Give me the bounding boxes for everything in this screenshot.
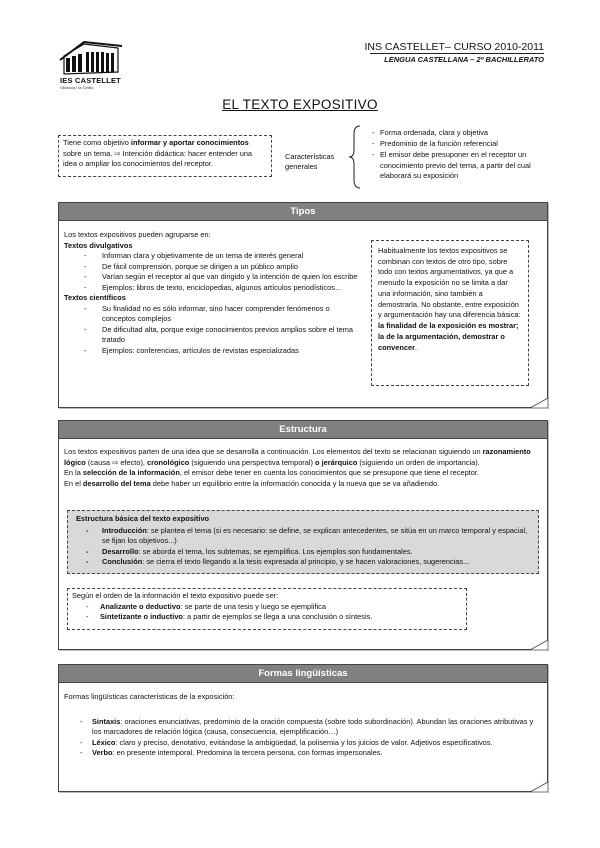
list-item: - Forma ordenada, clara y objetiva bbox=[372, 128, 547, 138]
paragraph: Los textos expositivos parten de una idea que se desarrolla a continuación. Los elementos del texto se relacionan siguiendo un razonamiento lógico (causa ⇨ efecto), cronológico (siguiendo una perspectiva temporal) o jerárquico (siguiendo un orden de importancia). bbox=[64, 447, 531, 467]
header-rule bbox=[370, 53, 544, 54]
caracteristicas-list bbox=[372, 128, 547, 182]
cientificos-title: Textos científicos bbox=[64, 293, 126, 303]
intro-text: Tiene como objetivo bbox=[63, 138, 131, 147]
formas-list bbox=[64, 717, 542, 759]
logo-text: IES CASTELLET bbox=[60, 76, 121, 85]
section-heading: Formas lingüísticas bbox=[59, 665, 547, 683]
list-item: - De dificultad alta, porque exige conocimientos previos amplios sobre el tema tratado bbox=[64, 325, 364, 346]
page-fold-icon bbox=[530, 398, 548, 408]
tipos-lead: Los textos expositivos pueden agruparse en: bbox=[64, 230, 211, 239]
list-item: - Desarrollo: se aborda el tema, los subtemas, se ejemplifica. Los ejemplos son fundamentales. bbox=[76, 547, 530, 558]
note-text: Habitualmente los textos expositivos se combinan con textos de otro tipo, sobre todo con textos argumentativos, ya que a menudo la exposición no se limita a dar una información, sino también a demostrarla. No obstante, entre exposición y argumentación hay una diferencia básica: bbox=[378, 246, 521, 320]
page-fold-icon bbox=[530, 782, 548, 792]
list-item: - Predominio de la función referencial bbox=[372, 139, 547, 149]
note-text: . bbox=[414, 342, 418, 352]
logo-subtext: Vilanova i la Geltrú bbox=[60, 85, 94, 90]
list-item: - Sintetizante o inductivo: a partir de ejemplos se llega a una conclusión o síntesis. bbox=[72, 612, 462, 623]
brace-icon bbox=[346, 124, 364, 190]
intro-text: Intención didáctica: hacer entender una idea o ampliar los conocimientos del receptor. bbox=[63, 148, 253, 169]
school-year: INS CASTELLET– CURSO 2010-2011 bbox=[364, 41, 544, 53]
section-heading: Tipos bbox=[59, 203, 547, 221]
paragraph: En el desarrollo del tema debe haber un equilibrio entre la información conocida y la nueva que se va añadiendo. bbox=[64, 478, 440, 488]
estructura-intro bbox=[64, 447, 542, 489]
tipos-content bbox=[64, 230, 364, 356]
divulgativos-list bbox=[64, 251, 364, 293]
intro-text: sobre un tema. bbox=[63, 148, 115, 158]
page-fold-icon bbox=[530, 640, 548, 650]
estructura-basica-box bbox=[67, 510, 539, 574]
caracteristicas-label: Características generales bbox=[285, 152, 335, 171]
list-item: - Varían según el receptor al que van dirigido y la intención de quien los escribe bbox=[64, 272, 364, 283]
list-item: - Su finalidad no es sólo informar, sino hacer comprender fenómenos o conceptos complejos bbox=[64, 304, 364, 325]
list-item: - Ejemplos: conferencias, artículos de revistas especializadas bbox=[64, 346, 364, 357]
page-title: EL TEXTO EXPOSITIVO bbox=[222, 97, 378, 112]
section-tipos bbox=[58, 202, 548, 408]
list-item: - Conclusión: se cierra el texto llegando a la tesis expresada al principio, y se hacen valoraciones, sugerencias... bbox=[76, 557, 530, 568]
list-item: - Verbo: en presente intemporal. Predomina la tercera persona, con formas impersonales. bbox=[64, 748, 542, 759]
list-item: - Ejemplos: libros de texto, enciclopedias, algunos artículos periodísticos… bbox=[64, 283, 364, 294]
arrow-icon: ⇨ bbox=[112, 457, 119, 467]
list-item: - Informan clara y objetivamente de un tema de interés general bbox=[64, 251, 364, 262]
tipos-note-box bbox=[371, 240, 529, 386]
formas-lead: Formas lingüísticas características de la exposición: bbox=[64, 692, 235, 701]
list-item: - Analizante o deductivo: se parte de una tesis y luego se ejemplifica bbox=[72, 602, 462, 613]
list-item: - El emisor debe presuponer en el receptor un conocimiento previo del tema, a partir del cual elaborará su exposición bbox=[372, 150, 547, 181]
intro-bold: informar y aportar conocimientos bbox=[130, 138, 249, 147]
cientificos-list bbox=[64, 304, 364, 357]
list-item: - De fácil comprensión, porque se dirigen a un público amplio bbox=[64, 262, 364, 273]
orden-list bbox=[72, 602, 462, 623]
orden-box bbox=[67, 588, 467, 630]
arrow-icon: ⇨ bbox=[114, 148, 121, 158]
section-heading: Estructura bbox=[59, 421, 547, 439]
subject-line: LENGUA CASTELLANA – 2º BACHILLERATO bbox=[384, 55, 544, 64]
section-formas bbox=[58, 664, 548, 792]
section-estructura bbox=[58, 420, 548, 650]
estructura-basica-list bbox=[76, 526, 530, 568]
divulgativos-title: Textos divulgativos bbox=[64, 240, 133, 250]
list-item: - Introducción: se plantea el tema (si es necesario: se define, se explican antecedentes, se sitúa en un marco temporal y espacial, se fijan los objetivos...) bbox=[76, 526, 530, 547]
note-bold: la finalidad de la exposición es mostrar; la de la argumentación, demostrar o convencer bbox=[378, 321, 519, 352]
orden-lead: Según el orden de la información el texto expositivo puede ser: bbox=[72, 591, 279, 600]
estructura-basica-title: Estructura básica del texto expositivo bbox=[76, 514, 210, 523]
formas-content bbox=[64, 692, 542, 759]
paragraph: En la selección de la información, el emisor debe tener en cuenta los conocimientos que se presupone que tiene el receptor. bbox=[64, 468, 479, 478]
intro-box bbox=[58, 135, 272, 177]
list-item: - Sintaxis: oraciones enunciativas, predominio de la oración compuesta (sobre todo subordinación). Abundan las oraciones atributivas y los marcadores de relación lógica (causa, consecuencia, ejemplificación…) bbox=[64, 717, 542, 738]
list-item: - Léxico: claro y preciso, denotativo, evitándose la ambigüedad, la polisemia y los juicios de valor. Adjetivos especificativos. bbox=[64, 738, 542, 749]
